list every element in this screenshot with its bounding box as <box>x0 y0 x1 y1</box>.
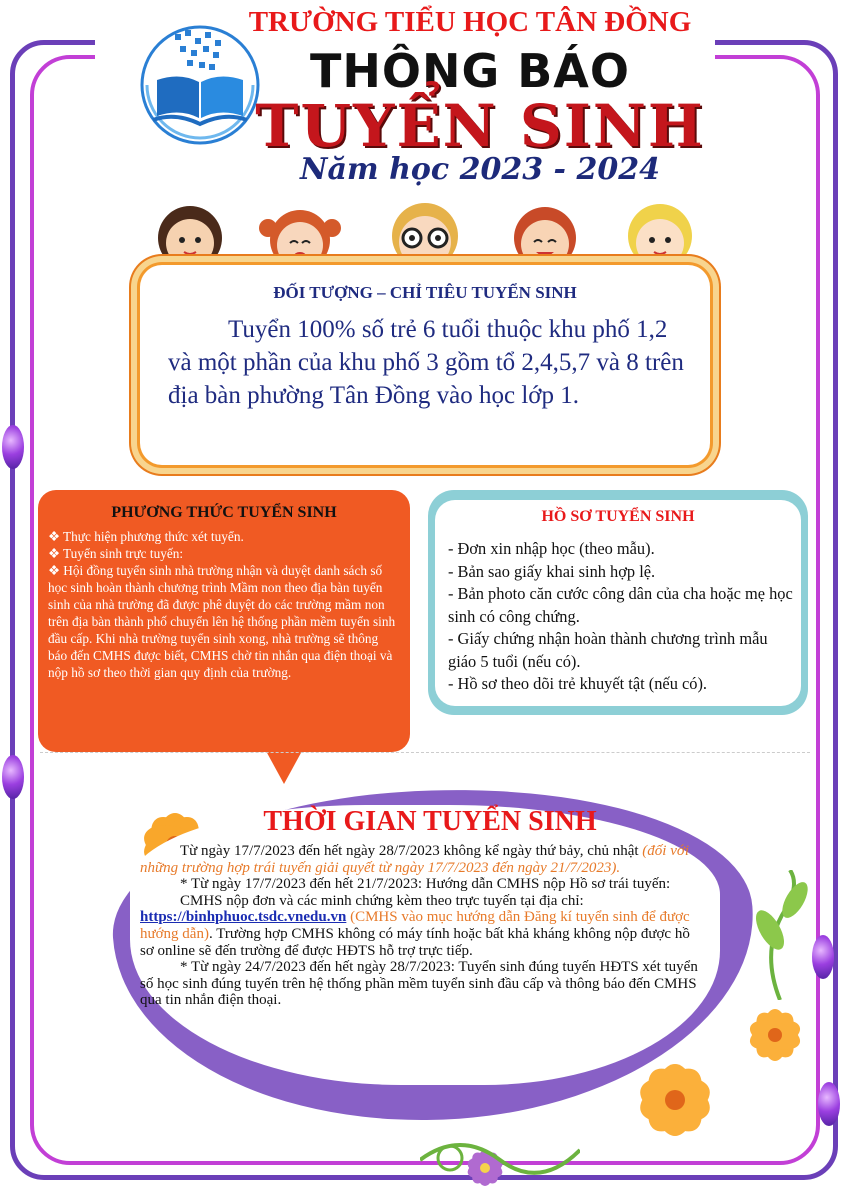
method-panel <box>38 490 410 752</box>
time-note: (đối với những trường hợp trái tuyến giải quyết từ ngày 17/7/2023 đến ngày 21/7/2023). <box>140 843 690 876</box>
vine-leaf-icon <box>420 1130 580 1190</box>
notice-heading: THÔNG BÁO <box>309 44 631 98</box>
records-item: - Bản photo căn cước công dân của cha hoặc mẹ học sinh có công chứng. <box>448 584 793 626</box>
time-paragraph: . Trường hợp CMHS không có máy tính hoặc bất khả kháng không nộp được hồ sơ online sẽ đến trường để được HĐTS hỗ trợ trực tiếp. <box>140 925 690 959</box>
method-item: ❖ Thực hiện phương thức xét tuyển. <box>48 529 244 544</box>
flower-decoration-icon <box>730 990 820 1080</box>
records-item: - Bản sao giấy khai sinh hợp lệ. <box>448 561 656 581</box>
method-item: ❖ Tuyển sinh trực tuyến: <box>48 546 184 561</box>
time-title: THỜI GIAN TUYỂN SINH <box>263 806 597 837</box>
records-title: HỒ SƠ TUYỂN SINH <box>541 508 695 525</box>
time-body <box>140 843 705 1009</box>
children-faces-illustration <box>150 188 710 268</box>
time-paragraph: CMHS nộp đơn và các minh chứng kèm theo trực tuyến tại địa chỉ: <box>180 892 584 909</box>
purple-dot-decoration <box>2 755 24 799</box>
registration-link[interactable]: https://binhphuoc.tsdc.vnedu.vn <box>140 909 347 926</box>
school-year: Năm học 2023 - 2024 <box>300 152 660 187</box>
method-list <box>48 528 398 681</box>
method-item: ❖ Hội đồng tuyển sinh nhà trường nhận và duyệt danh sách số học sinh hoàn thành chương trình Mầm non theo địa bàn tuyển sinh của nhà trường đã được phê duyệt do các trường mầm non trên địa bàn thành phố chuyển lên hệ thống phần mềm tuyển sinh đầu cấp. Khi nhà trường tuyển sinh xong, nhà trường sẽ thông báo đến CMHS được biết, CMHS chờ tin nhắn qua điện thoại và nộp hồ sơ theo thời gian quy định của trường. <box>48 563 396 680</box>
vine-leaf-icon <box>740 870 820 1000</box>
time-paragraph: * Từ ngày 24/7/2023 đến hết ngày 28/7/2023: Tuyển sinh đúng tuyến HĐTS xét tuyển số học sinh đúng tuyến trên hệ thống phần mềm tuyển sinh đầu cấp và thông báo đến CMHS qua tin nhắn điện thoại. <box>140 959 698 1009</box>
records-item: - Đơn xin nhập học (theo mẫu). <box>448 539 655 558</box>
purple-dot-decoration <box>2 425 24 469</box>
enrollment-heading: TUYỂN SINH <box>255 92 705 160</box>
records-list <box>448 538 798 696</box>
target-title: ĐỐI TƯỢNG – CHỈ TIÊU TUYỂN SINH <box>273 283 577 302</box>
divider <box>40 752 810 754</box>
school-name: TRƯỜNG TIỂU HỌC TÂN ĐỒNG <box>248 6 692 38</box>
time-paragraph: Từ ngày 17/7/2023 đến hết ngày 28/7/2023 không kể ngày thứ bảy, chủ nhật <box>180 843 639 859</box>
target-panel <box>140 265 710 465</box>
target-body: Tuyển 100% số trẻ 6 tuổi thuộc khu phố 1,2 và một phần của khu phố 3 gồm tổ 2,4,5,7 và 8 trên địa bàn phường Tân Đồng vào học lớp 1. <box>168 316 684 409</box>
speech-tail <box>260 740 308 784</box>
method-title: PHƯƠNG THỨC TUYỂN SINH <box>111 504 337 521</box>
records-item: - Hồ sơ theo dõi trẻ khuyết tật (nếu có). <box>448 674 708 693</box>
time-paragraph: * Từ ngày 17/7/2023 đến hết 21/7/2023: Hướng dẫn CMHS nộp Hồ sơ trái tuyến: <box>180 876 671 893</box>
purple-dot-decoration <box>818 1082 840 1126</box>
link-note: (CMHS vào mục hướng dẫn Đăng kí tuyển sinh để được hướng dẫn) <box>140 909 690 942</box>
records-item: - Giấy chứng nhận hoàn thành chương trình mẫu giáo 5 tuổi (nếu có). <box>448 629 768 671</box>
